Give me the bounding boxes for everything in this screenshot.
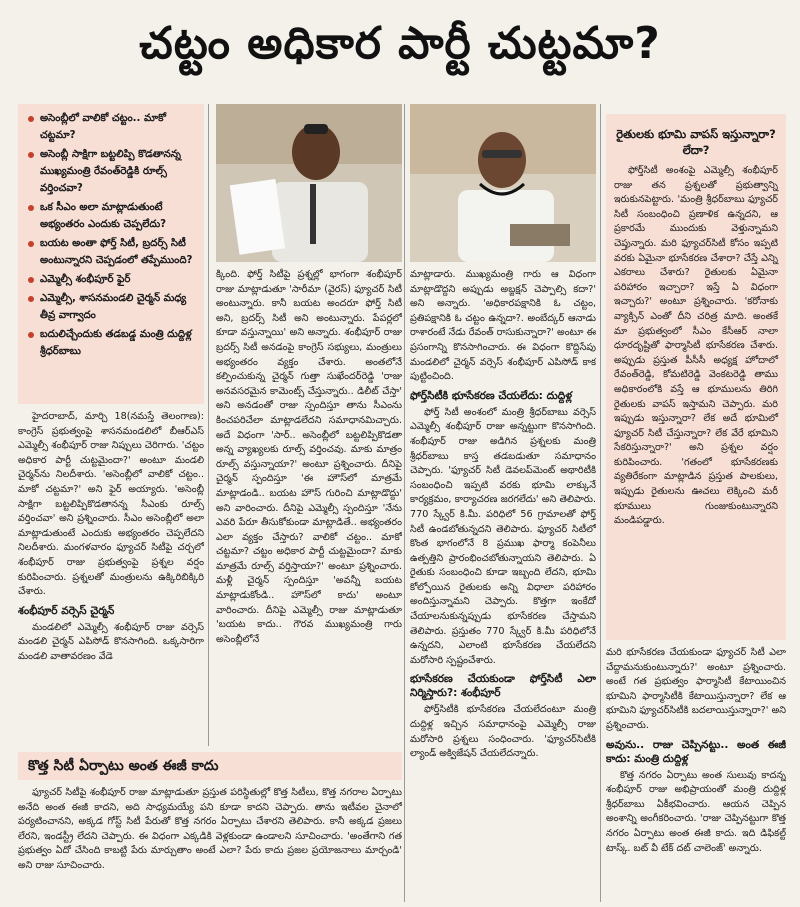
section-heading: కొత్త సిటీ ఏర్పాటు అంత ఈజీ కాదు	[18, 752, 402, 780]
article-paragraph: క్కింది. ఫోర్త్‌ సిటీపై ప్రశ్నల్లో భాగంగా శంభీపూర్‌ రాజు మాట్లాడుతూ 'సారీమా (వైరస్‌) ఫ్యూచర్‌ సిటీ అంటున్నారు. కానీ బయట అందరూ ఫోర్త్‌ సిటీ అని, బ్రదర్స్‌ సిటీ అని అంటున్నారు. పేపర్లలో కూడా వస్తున్నాయి' అని అన్నారు. శంభీపూర్‌ రాజు బ్రదర్స్‌ సిటీ అనడంపై కాంగ్రెస్‌ సభ్యులు, మంత్రులు అభ్యంతరం వ్యక్తం చేశారు. అంతలోనే కల్పించుకున్న చైర్మన్‌ గుత్తా సుఖేందర్‌రెడ్డి 'రాజు అనవసరమైన కామెంట్స్‌ చేస్తున్నారు.. డిలీట్‌ చేస్తా' అని అనడంతో రాజు స్పందిస్తూ తాను సీఎంను కించపరిచేలా మాట్లాడలేదని సమాధానమిచ్చారు. అదే విధంగా 'సార్‌.. అసెంబ్లీలో బట్టలిప్పికొడతా అన్న వ్యాఖ్యలకు రూల్స్‌ వర్తించవు. మాకు మాత్రం రూల్స్‌ వస్తున్నాయా?' అంటూ ప్రశ్నించారు. దీనిపై చైర్మన్‌ స్పందిస్తూ 'ఈ హౌస్‌లో మాత్రమే మాట్లాడండి.. బయట హౌస్‌ గురించి మాట్లాడొద్దు' అని వారించారు. దీనిపై ఎమ్మెల్సీ స్పందిస్తూ 'నేను ఎవరి పేరూ తీసుకోకుండా మాట్లాడితే.. అభ్యంతరం ఎలా వ్యక్తం చేస్తారు? వాలికో చట్టం.. మాకో చట్టమా? చట్టం అధికార పార్టీ చుట్టమైందా? మాకు మాత్రమే రూల్స్‌ వర్తిస్తాయా?' అంటూ ప్రశ్నించారు. మళ్లీ చైర్మన్‌ స్పందిస్తూ 'అవన్నీ బయట మాట్లాడుకోండి.. హౌస్‌లో కాదు' అంటూ వారించారు. దీనిపై ఎమ్మెల్సీ రాజు మాట్లాడుతూ 'బయట కాదు.. గౌరవ ముఖ్యమంత్రి గారు అసెంబ్లీలోనే	[216, 269, 402, 645]
column-divider	[404, 104, 405, 902]
highlight-item: అసెంబ్లీలో వాలికో చట్టం.. మాకో చట్టమా?	[28, 110, 198, 144]
column-1	[18, 410, 204, 746]
article-paragraph: మాట్లాడారు. ముఖ్యమంత్రి గారు ఆ విధంగా మాట్లాడొద్దని అప్పుడు అబ్జక్షన్‌ చెప్పాల్సి కదా?' అని అన్నారు. 'అధికారపక్షానికి ఓ చట్టం, ప్రతిపక్షానికి ఓ చట్టం ఉన్నదా?. అంబేద్కర్‌ ఆనాడు రాశారంటే నేడు రేవంత్‌ రాసుకున్నారా?' అంటూ ఈ ప్రసంగాన్ని కొనసాగించారు. ఈ విధంగా కొద్దిసేపు మండలిలో చైర్మన్‌ వర్సెస్‌ శంభీపూర్‌ ఎపిసోడ్‌ కాక పుట్టించింది.	[410, 269, 596, 383]
highlights-box	[18, 104, 204, 404]
highlight-item: బదులిచ్చేందుకు తడబడ్డ మంత్రి దుద్దిళ్ల శ్రీధర్‌బాబు	[28, 326, 198, 360]
article-paragraph: కొత్త నగరం ఏర్పాటు అంత సులువు కాదన్న శంభీపూర్‌ రాజు అభిప్రాయంతో మంత్రి దుద్దిళ్ల శ్రీధర్‌బాబు ఏకీభవించారు. ఆయన చెప్పిన అంశాన్ని అంగీకరించారు. 'రాజు చెప్పినట్టుగా కొత్త నగరం ఏర్పాటు అంత ఈజీ కాదు. ఇది డిఫికల్ట్‌ టాస్క్‌. బట్‌ వీ టేక్‌ దట్‌ చాలెంజ్‌' అన్నారు.	[606, 769, 786, 854]
headline: చట్టం అధికార పార్టీ చుట్టమా?	[139, 18, 661, 69]
subheading: ఫోర్త్‌సిటీకి భూసేకరణ చేయలేదు: దుద్దిళ్ల	[410, 389, 573, 402]
column-divider	[600, 104, 601, 902]
article-paragraph: ఫోర్త్‌ సిటీ అంశంలో మంత్రి శ్రీధర్‌బాబు వర్సెస్‌ ఎమ్మెల్సీ శంభీపూర్‌ రాజు అన్నట్టుగా కొనసాగింది. శంభీపూర్‌ రాజు అడిగిన ప్రశ్నలకు మంత్రి శ్రీధర్‌బాబు కాస్త తడబడుతూ సమాధానం చెప్పారు. 'ఫ్యూచర్‌ సిటీ డెవలప్‌మెంట్‌ అథారిటీకి సంబంధించి ఇప్పటి వరకు భూమి లాక్కునే కార్యక్రమం, కార్యాచరణ జరగలేదు' అని తెలిపారు. 770 స్క్వేర్‌ కి.మీ. పరిధిలో 56 గ్రామాలతో ఫోర్త్‌ సిటీ ఉండబోతున్నదని తెలిపారు. ఫ్యూచర్‌ సిటీలో కొంత భాగంలోనే 8 ప్రముఖ ఫార్మా కంపెనీలు ఉత్పత్తిని ప్రారంభించబోతున్నాయని తెలిపారు. ఏ రైతుకు సంబంధించి కూడా ఇబ్బంది లేదని, భూమి కోల్పోయిన రైతులకు అన్ని విధాలా పరిహారం అందిస్తున్నామని చెప్పారు. కొత్తగా ఇంకేదో చేయాలనుకున్నప్పుడు భూసేకరణ చేస్తామని తెలిపారు. ప్రస్తుతం 770 స్క్వేర్‌ కి.మీ పరిధిలోనే ఉన్నదని, ఎలాంటి భూసేకరణ చేయలేదని మరోసారి స్పష్టంచేశారు.	[410, 406, 596, 666]
photo-minister	[410, 104, 596, 262]
sidebar-box	[606, 114, 786, 640]
column-4	[606, 646, 786, 902]
section-body	[18, 786, 402, 898]
column-2	[216, 268, 402, 746]
highlight-item: ఎమ్మెల్సీ, శాసనమండలి చైర్మన్‌ మధ్య తీవ్ర వాగ్వాదం	[28, 290, 198, 324]
sidebar-title: రైతులకు భూమి వాపస్‌ ఇస్తున్నారా? లేదా?	[616, 127, 776, 157]
subheading: శంభీపూర్‌ వర్సెస్‌ చైర్మన్‌	[18, 604, 115, 617]
article-paragraph: మండలిలో ఎమ్మెల్సీ శంభీపూర్‌ రాజు వర్సెస్‌ మండలి చైర్మన్‌ ఎపిసోడ్‌ కొనసాగింది. ఒక్కసారిగా మండలి వాతావరణం వేడె	[18, 621, 204, 662]
sidebar-paragraph: ఫోర్త్‌సిటీ అంశంపై ఎమ్మెల్సీ శంభీపూర్‌ రాజు తన ప్రశ్నలతో ప్రభుత్వాన్ని ఇరుకునపెట్టారు. 'మంత్రి శ్రీధర్‌బాబు ఫ్యూచర్‌ సిటీ సంబంధించి ప్రణాళిక ఉన్నదని, ఆ ప్రకారమే ముందుకు వెళ్తున్నామని చెప్తున్నారు. మరి ఫ్యూచర్‌సిటీ కోసం ఇప్పటి వరకు ఏమైనా భూసేకరణ చేశారా? చేస్తే ఎన్ని ఎకరాలు చేశారు? రైతులకు ఏమైనా పరిహారం ఇచ్చారా? ఇస్తే ఏ విధంగా ఇచ్చారు?' అంటూ ప్రశ్నించారు. 'కరోనాకు వ్యాక్సిన్‌ ఎంతో దీని చరిత్ర మాది. అంతకే మా ప్రభుత్వంలో సీఎం కేసీఆర్‌ నాలా ధూరదృష్టితో ఫార్మాసిటీ భూసేకరణ చేశారు. అప్పుడు ప్రస్తుత పీసీసీ అధ్యక్ష హోదాలో రేవంత్‌రెడ్డి, కోమటిరెడ్డి వెంకటరెడ్డి తాము అధికారంలోకి వస్తే ఆ భూములను తిరిగి రైతులకు వాపస్‌ ఇస్తామని చెప్పారు. మరి ఇప్పుడు ఇస్తున్నారా? లేక అదే భూమిలో ఫ్యూచర్‌ సిటీ చేస్తున్నారా? లేక వేరే భూమిని సేకరిస్తున్నారా?' అని ప్రశ్నల వర్షం కురిపించారు. 'గతంలో భూసేకరణకు వ్యతిరేకంగా మాట్లాడిన ప్రస్తుత పాలకులు, ఇప్పుడు రైతులను ఊచలు లెక్కించి మరీ భూములు గుంజుకుంటున్నారని మండిపడ్డారు.	[614, 165, 778, 527]
highlight-item: బయట అంతా ఫోర్త్‌ సిటీ, బ్రదర్స్‌ సిటీ అంటున్నారని చెప్పడంలో తప్పేముంది?	[28, 235, 198, 269]
article-paragraph: ఫోర్త్‌సిటీకి భూసేకరణ చేయలేదంటూ మంత్రి దుద్దిళ్ల ఇచ్చిన సమాధానంపై ఎమ్మెల్సీ రాజు మరోసారి ప్రశ్నలు సంధించారు. 'ఫ్యూచర్‌సిటీకి ల్యాండ్‌ అక్విజేషన్‌ చేయలేదన్నారు.	[410, 704, 596, 760]
subheading: భూసేకరణ చేయకుండా ఫోర్త్‌సిటీ ఎలా నిర్మిస్తారు?: శంభీపూర్‌	[410, 673, 596, 700]
photo-mlc-speaking	[216, 104, 402, 262]
article-paragraph: హైదరాబాద్‌, మార్చి 18(నమస్తే తెలంగాణ): కాంగ్రెస్‌ ప్రభుత్వంపై శాసనమండలిలో బీఆర్‌ఎస్‌ ఎమ్మెల్సీ శంభీపూర్‌ రాజు నిప్పులు చెరిగారు. 'చట్టం అధికార పార్టీ చుట్టమైందా?' అంటూ మండలి చైర్మన్‌ను నిలదీశారు. 'అసెంబ్లీలో వాలికో చట్టం.. మాకో చట్టమా?' అని ఫైర్‌ అయ్యారు. 'అసెంబ్లీ సాక్షిగా బట్టలిప్పికొడతానన్న సీఎంకు రూల్స్‌ వర్తించవా' అని ప్రశ్నించారు. సీఎం అసెంబ్లీలో అలా మాట్లాడుతుంటే ఎందుకు అభ్యంతరం చెప్పలేదని నిలదీశారు. మంగళవారం ఫ్యూచర్‌ సిటీపై చర్చలో శంభీపూర్‌ రాజు ప్రభుత్వంపై ప్రశ్నల వర్షం కురిపించారు. ప్రశ్నలతో మంత్రులను ఉక్కిరిబిక్కిరి చేశారు.	[18, 411, 204, 598]
article-paragraph: ఫ్యూచర్‌ సిటీపై శంభీపూర్‌ రాజు మాట్లాడుతూ ప్రస్తుత పరిస్థితుల్లో కొత్త సిటీలు, కొత్త నగరాల ఏర్పాటు అనేది అంత ఈజీ కాదని, అది సాధ్యమయ్యే పని కూడా కాదని చెప్పారు. తాను ఇటీవల చైనాలో పర్యటించానని, అక్కడ గోస్ట్‌ సిటీ పేరుతో కొత్త నగరం ఏర్పాటు చేశారని తెలిపారు. కానీ అక్కడ ప్రజలు లేరని, ఇండస్ట్రీ లేదని చెప్పారు. ఈ విధంగా ఎక్కడికి వెళ్లకుండా ఉండాలని సూచించారు. 'అంతేగాని గత ప్రభుత్వం ఏదో చేసింది కాబట్టి పేరు మార్చుతాం అంటే ఎలా? పేరు కాదు ప్రజల ప్రయోజనాలు మార్చండి' అని రాజు సూచించారు.	[18, 787, 402, 871]
photo-minister-image	[410, 104, 596, 262]
photo-mlc-speaking-image	[216, 104, 402, 262]
column-3	[410, 268, 596, 902]
highlight-item: అసెంబ్లీ సాక్షిగా బట్టలిప్పి కొడతానన్న ముఖ్యమంత్రి రేవంత్‌రెడ్డికి రూల్స్‌ వర్తించవా?	[28, 146, 198, 197]
article-paragraph: మరి భూసేకరణ చేయకుండా ఫ్యూచర్‌ సిటీ ఎలా చేద్దామనుకుంటున్నారు?' అంటూ ప్రశ్నించారు. అంటే గత ప్రభుత్వం ఫార్మాసిటీ కేటాయించిన భూమిని ఫార్మాసిటీకి కేటాయిస్తున్నారా? లేక ఆ భూమిని ఫ్యూచర్‌సిటీకి బదలాయిస్తున్నారా?' అని ప్రశ్నించారు.	[606, 647, 786, 731]
highlight-item: ఒక సీఎం అలా మాట్లాడుతుంటే అభ్యంతరం ఎందుకు చెప్పలేదు?	[28, 199, 198, 233]
subheading: అవును.. రాజు చెప్పినట్టు.. అంత ఈజీ కాదు: మంత్రి దుద్దిళ్ల	[606, 738, 786, 765]
column-divider	[208, 104, 209, 746]
highlight-item: ఎమ్మెల్సీ శంభీపూర్‌ ఫైర్‌	[28, 271, 198, 288]
